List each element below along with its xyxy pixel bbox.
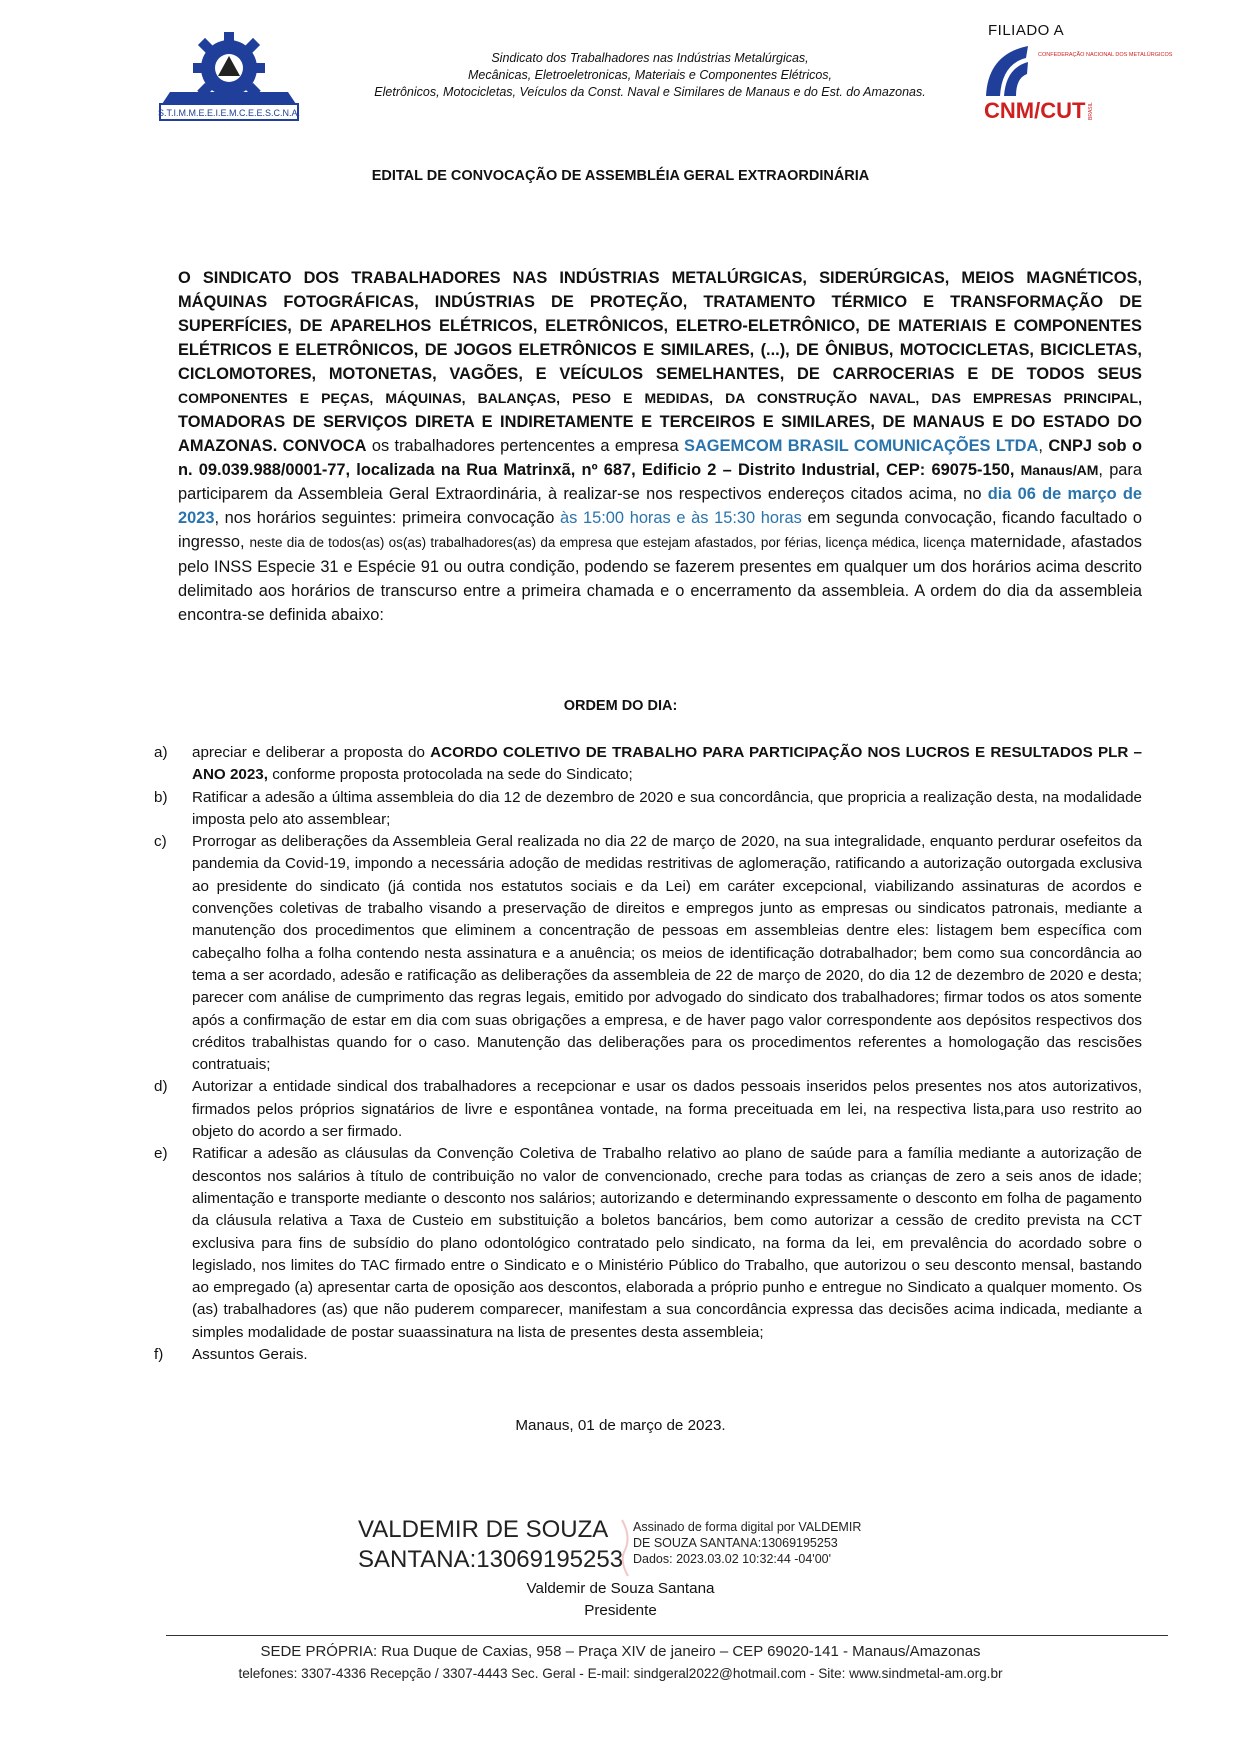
assembly-times: às 15:00 horas e às 15:30 horas xyxy=(560,509,802,527)
header-line-2: Mecânicas, Eletroeletronicas, Materiais e Componentes Elétricos, xyxy=(467,68,833,82)
union-logo xyxy=(156,30,302,126)
agenda-text: Ratificar a adesão as cláusulas da Convenção Coletiva de Trabalho relativo ao plano de saúde para a família mediante a autorização de descontos nos salários à título de contribuição no valor de convencionado, creche para todas as crianças de zero a seis anos de idade; alimentação e transporte mediante o desconto nos salários; autorizando e determinando expressamente o desconto em folha de pagamento da cláusula relativa a Taxa de Custeio em substituição a boletos bancários, bem como autorizar a cessão de credito prevista na CCT exclusiva para fins de subsídio do plano odontológico contratado pelo sindicato, na forma da lei, em prevalência do acordado sobre o legislado, nos limites do TAC firmado entre o Sindicato e o Ministério Público do Trabalho, que autorizou o seu desconto mensal, bastando ao empregado (a) apresentar carta de oposição aos descontos, elaborada a próprio punho e entregue no Sindicato a qualquer momento. Os (as) trabalhadores (as) que não puderem comparecer, manifestam a sua concordância expressa das decisões acima indicada, mediante a simples modalidade de postar suaassinatura na lista de presentes desta assembleia; xyxy=(192,1145,1142,1341)
signature-mark-icon xyxy=(618,1518,634,1578)
agenda-list xyxy=(150,742,1142,1366)
intro-text-4: , nos horários seguintes: primeira convocação xyxy=(214,509,561,527)
footer-address: SEDE PRÓPRIA: Rua Duque de Caxias, 958 – Praça XIV de janeiro – CEP 69020-141 - Manaus/Amazonas xyxy=(260,1643,981,1660)
digital-signature-name xyxy=(358,1515,624,1575)
affiliation-logo xyxy=(976,22,1173,123)
union-name-part-1: O SINDICATO DOS TRABALHADORES NAS INDÚSTRIAS METALÚRGICAS, SIDERÚRGICAS, MEIOS MAGNÉTICOS, MÁQUINAS FOTOGRÁFICAS, INDÚSTRIAS DE PROTEÇÃO, TRATAMENTO TÉRMICO E TRANSFORMAÇÃO DE SUPERFÍCIES, DE APARELHOS ELÉTRICOS, ELETRÔNICOS, ELETRO-ELETRÔNICO, DE MATERIAIS E COMPONENTES ELÉTRICOS E ELETRÔNICOS, DE JOGOS ELETRÔNICOS E SIMILARES, (...), DE ÔNIBUS, MOTOCICLETAS, BICICLETAS, CICLOMOTORES, MOTONETAS, VAGÕES, E VEÍCULOS SEMELHANTES, DE CARROCERIAS E DE TODOS SEUS xyxy=(178,269,1142,383)
agenda-text: apreciar e deliberar a proposta do xyxy=(192,744,431,761)
agenda-item-f xyxy=(150,1344,1142,1366)
signature-info-line-2: DE SOUZA SANTANA:13069195253 xyxy=(633,1536,838,1550)
agenda-text-bold: ACORDO COLETIVO DE TRABALHO PARA PARTICIPAÇÃO NOS LUCROS E RESULTADOS PLR – ANO 2023, xyxy=(192,744,1142,784)
header-line-1: Sindicato dos Trabalhadores nas Indústrias Metalúrgicas, xyxy=(491,51,809,65)
digital-signature-info xyxy=(633,1519,893,1567)
agenda-letter: f) xyxy=(154,1346,164,1364)
signatory xyxy=(0,1578,1241,1622)
union-header xyxy=(330,50,970,101)
agenda-text: Autorizar a entidade sindical dos trabalhadores a recepcionar e usar os dados pessoais inseridos pelos presentes nos atos autorizativos, firmados pelos próprios signatários de livre e espontânea vontade, na forma preceituada em lei, na respectiva lista,para uso restrito ao objeto do acordo a ser firmado. xyxy=(192,1078,1142,1141)
agenda-text: Prorrogar as deliberações da Assembleia Geral realizada no dia 22 de março de 2020, na sua integralidade, enquanto perdurar osefeitos da pandemia da Covid-19, impondo a necessária adoção de medidas restritivas de aglomeração, ratificando a autorização outorgada exclusiva ao presidente do sindicato (já contida nos estatutos sociais e da Lei) em caráter excepcional, viabilizando assinaturas de acordos e convenções coletivas de trabalho visando a preservação de direitos e empregos junto as empresas ou sindicatos patronais, mediante a manutenção dos procedimentos que eliminem a concentração de pessoas em assembleias dentre eles: listagem bem específica com cabeçalho folha a folha contendo nesta assinatura e a anuência; os meios de identificação dotrabalhador; bem como sua concordância ao tema a ser acordado, adesão e ratificação as deliberações da assembleia de 22 de março de 2020, do dia 12 de dezembro de 2020 e desta; parecer com análise de cumprimento das regras legais, emitido por advogado do sindicato dos trabalhadores; firmar todos os atos somente após a confirmação de estar em dia com suas obrigações a empresa, e de haver pago valor correspondente aos depósitos respectivos dos créditos trabalhistas quando for o caso. Manutenção das deliberações para os procedimentos referentes a homologação das rescisões contratuais; xyxy=(192,833,1142,1074)
cnm-cut-text: CNM/CUT xyxy=(984,98,1086,123)
footer xyxy=(0,1641,1241,1685)
company-address: CNPJ sob o n. 09.039.988/0001-77, localizada na Rua Matrinxã, nº 687, Edificio 2 – Distrito Industrial, CEP: 69075-150, xyxy=(178,437,1142,479)
company-name: SAGEMCOM BRASIL COMUNICAÇÕES LTDA xyxy=(684,437,1039,455)
footer-divider xyxy=(166,1635,1168,1636)
agenda-text: Assuntos Gerais. xyxy=(192,1346,308,1364)
union-name-part-2: COMPONENTES E PEÇAS, MÁQUINAS, BALANÇAS, PESO E MEDIDAS, DA CONSTRUÇÃO NAVAL, DAS EMPRESAS PRINCIPAL, xyxy=(178,390,1142,406)
signature-name-line-2: SANTANA:13069195253 xyxy=(358,1546,624,1573)
agenda-item-d xyxy=(150,1076,1142,1143)
affiliation-small-text: CONFEDERAÇÃO NACIONAL DOS METALÚRGICOS xyxy=(1038,52,1173,58)
intro-text-6: neste dia de todos(as) os(as) trabalhadores(as) da empresa que estejam afastados, por férias, licença médica, licença xyxy=(249,535,966,550)
agenda-text: Ratificar a adesão a última assembleia do dia 12 de dezembro de 2020 e sua concordância, que propricia a realização desta, na modalidade imposta pelo ato assemblear; xyxy=(192,788,1142,828)
agenda-item-a xyxy=(150,742,1142,787)
intro-text-1: os trabalhadores pertencentes a empresa xyxy=(366,437,685,455)
agenda-item-e xyxy=(150,1143,1142,1344)
convocation-paragraph xyxy=(178,266,1142,627)
company-city: Manaus/AM xyxy=(1020,462,1099,478)
agenda-item-c xyxy=(150,831,1142,1076)
agenda-letter: e) xyxy=(154,1145,168,1163)
agenda-item-b xyxy=(150,787,1142,832)
logo-acronym: S.T.I.M.M.E.E.I.E.M.C.E.E.S.C.N.A. xyxy=(157,108,301,118)
union-name-part-3: TOMADORAS DE SERVIÇOS DIRETA E INDIRETAMENTE E TERCEIROS E SIMILARES, DE MANAUS E DO ESTADO DO AMAZONAS. CONVOCA xyxy=(178,413,1142,455)
agenda-letter: c) xyxy=(154,833,167,851)
signature-name-line-1: VALDEMIR DE SOUZA xyxy=(358,1516,609,1543)
agenda-title: ORDEM DO DIA: xyxy=(563,698,678,714)
signatory-name: Valdemir de Souza Santana xyxy=(526,1580,715,1597)
signatory-role: Presidente xyxy=(584,1602,657,1619)
signature-info-line-3: Dados: 2023.03.02 10:32:44 -04'00' xyxy=(633,1552,831,1566)
intro-text-3: , para participarem da Assembleia Geral Extraordinária, à realizar-se nos respectivos endereços citados acima, no xyxy=(178,461,1142,503)
affiliation-side-text: BRASIL xyxy=(1088,102,1094,120)
assembly-date: dia 06 de março de 2023 xyxy=(178,485,1142,527)
document-title: EDITAL DE CONVOCAÇÃO DE ASSEMBLÉIA GERAL EXTRAORDINÁRIA xyxy=(371,168,870,184)
agenda-letter: a) xyxy=(154,744,168,761)
agenda-letter: d) xyxy=(154,1078,168,1096)
document-date: Manaus, 01 de março de 2023. xyxy=(515,1417,726,1434)
agenda-letter: b) xyxy=(154,788,168,806)
footer-contacts: telefones: 3307-4336 Recepção / 3307-4443 Sec. Geral - E-mail: sindgeral2022@hotmail.com - Site: www.sindmetal-am.org.br xyxy=(238,1666,1003,1681)
agenda-text: conforme proposta protocolada na sede do Sindicato; xyxy=(267,766,633,784)
signature-info-line-1: Assinado de forma digital por VALDEMIR xyxy=(633,1520,862,1534)
intro-text-2: , xyxy=(1038,437,1049,455)
intro-text-7: maternidade, afastados pelo INSS Especie 31 e Espécie 91 ou outra condição, podendo se fazerem presentes em qualquer um dos horários acima descrito delimitado aos horários de transcurso entre a primeira chamada e o encerramento da assembleia. A ordem do dia da assembleia encontra-se definida abaixo: xyxy=(178,533,1143,624)
intro-text-5: em segunda convocação, ficando facultado o ingresso, xyxy=(178,509,1142,551)
affiliation-label: FILIADO A xyxy=(988,22,1065,39)
header-line-3: Eletrônicos, Motocicletas, Veículos da Const. Naval e Similares de Manaus e do Est. do Amazonas. xyxy=(374,85,926,99)
